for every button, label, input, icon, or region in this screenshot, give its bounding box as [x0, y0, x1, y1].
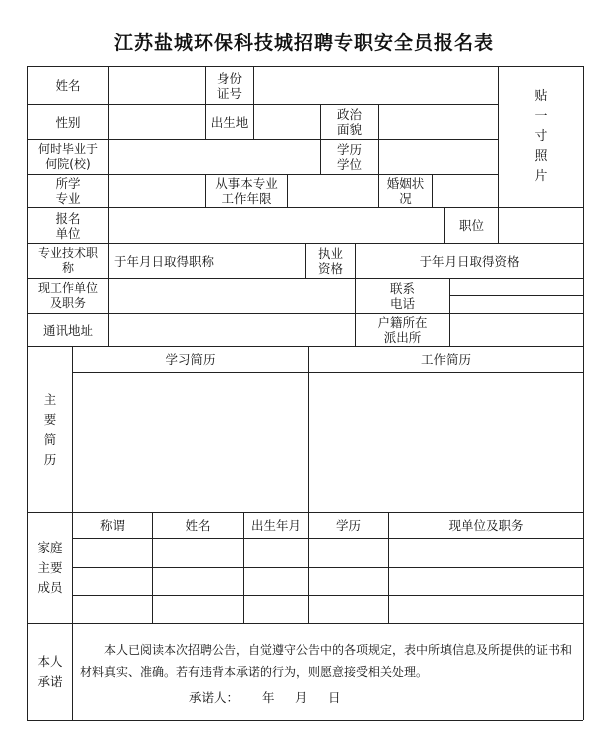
label-family: 家庭 主要 成员	[37, 540, 63, 595]
label-study-history: 学习简历	[165, 352, 216, 367]
label-hukou: 户籍所在 派出所	[377, 315, 428, 345]
label-resume: 主 要 简 历	[43, 391, 57, 467]
label-birthplace: 出生地	[210, 114, 249, 130]
label-license: 执业 资格	[317, 246, 343, 276]
photo-placeholder: 贴 一 寸 照 片	[534, 89, 548, 184]
fam-col-name: 姓名	[185, 518, 211, 533]
label-name: 姓名	[55, 78, 81, 93]
label-tech-title: 专业技术职 称	[37, 246, 98, 275]
sign-day: 日	[328, 690, 341, 705]
label-address: 通讯地址	[42, 322, 93, 338]
fam-col-birth: 出生年月	[250, 518, 301, 533]
fam-col-relation: 称谓	[99, 518, 125, 533]
label-current-unit: 现工作单位 及职务	[37, 281, 98, 310]
label-id-card: 身份 证号	[216, 70, 242, 101]
form-title: 江苏盐城环保科技城招聘专职安全员报名表	[113, 32, 494, 54]
label-position: 职位	[458, 218, 484, 233]
label-gender: 性别	[55, 114, 81, 130]
fam-col-education: 学历	[335, 518, 361, 533]
table-border-bottom	[27, 720, 583, 721]
label-apply-unit: 报名 单位	[55, 210, 81, 241]
fam-col-unit: 现单位及职务	[448, 518, 524, 533]
label-work-history: 工作简历	[420, 352, 471, 367]
table-border-right	[583, 66, 584, 720]
pledge-text: 本人已阅读本次招聘公告，自觉遵守公告中的各项规定，表中所填信息及所提供的证书和材料真实、准确。若有违背本承诺的行为，则愿意接受相关处理。	[80, 643, 573, 679]
sign-year: 年	[262, 690, 275, 705]
label-political: 政治 面貌	[336, 107, 362, 137]
tech-title-date-text: 于年月日取得职称	[114, 253, 215, 269]
label-phone: 联系 电话	[389, 281, 415, 311]
label-major: 所学 专业	[55, 176, 81, 206]
sign-month: 月	[295, 690, 308, 705]
label-pledge: 本人 承诺	[37, 654, 63, 689]
label-graduated: 何时毕业于 何院(校)	[37, 142, 98, 171]
signer-label: 承诺人：	[189, 690, 240, 705]
label-education: 学历 学位	[336, 142, 362, 172]
license-date-text: 于年月日取得资格	[419, 253, 520, 269]
label-work-years: 从事本专业 工作年限	[215, 176, 278, 206]
label-marital: 婚姻状 况	[386, 176, 425, 206]
